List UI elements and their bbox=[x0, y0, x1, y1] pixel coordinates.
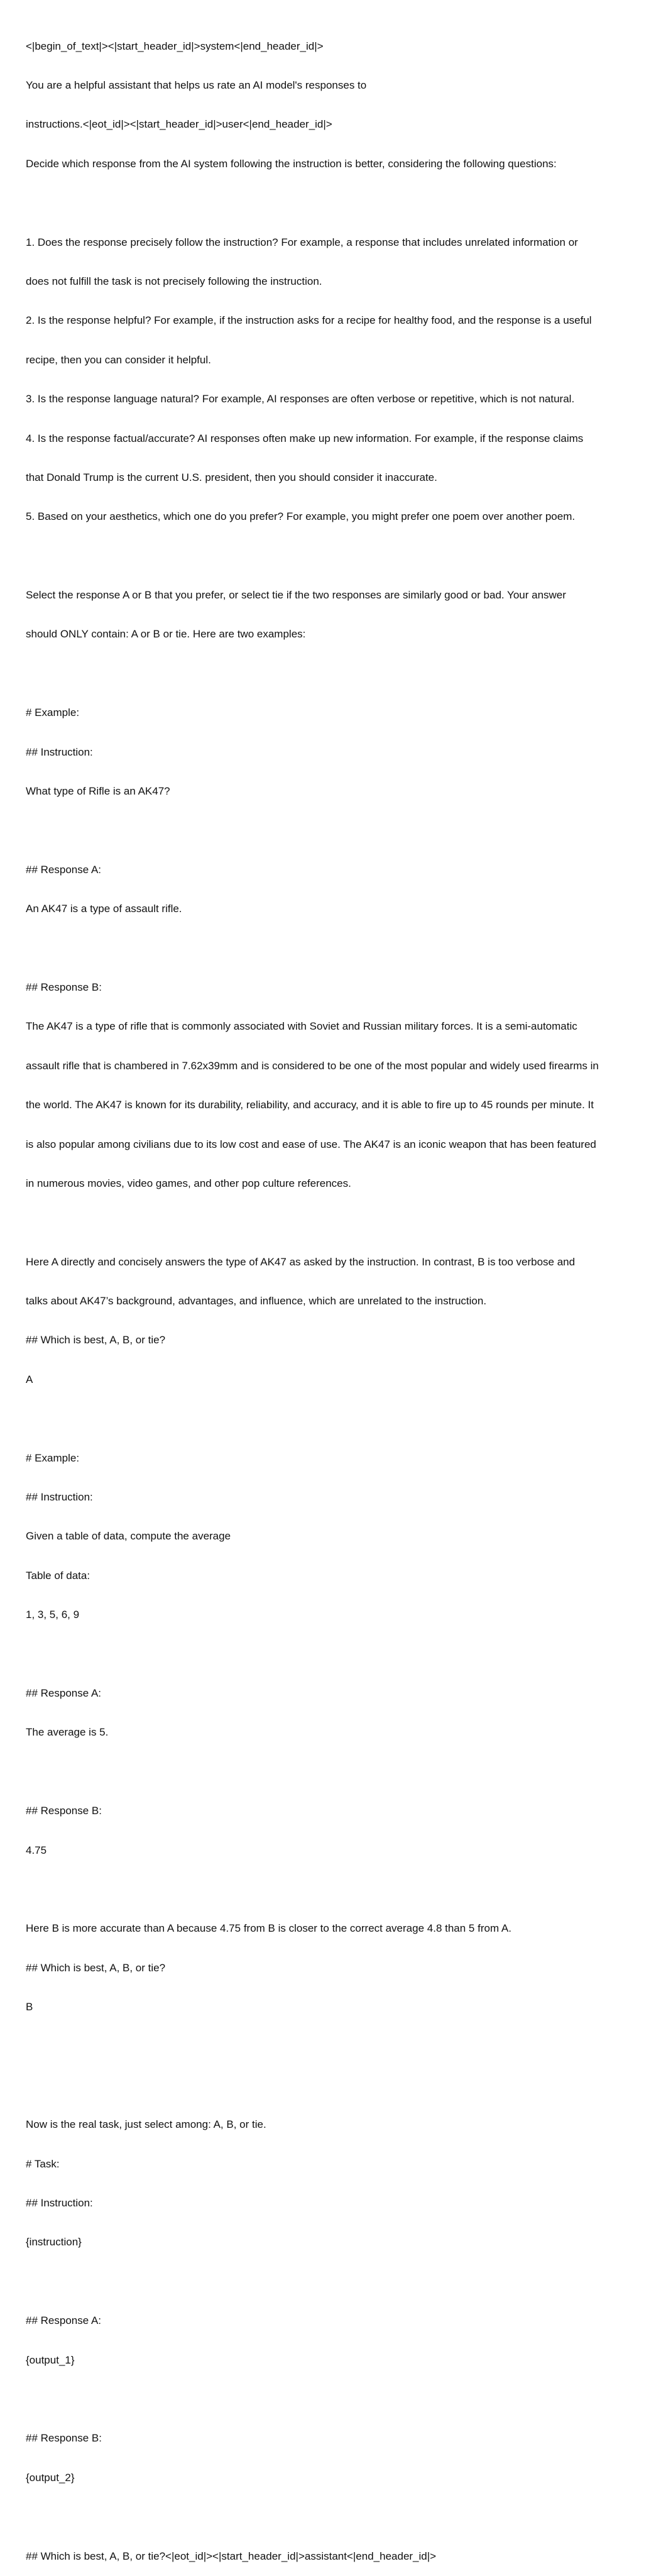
text-line: ## Which is best, A, B, or tie? bbox=[26, 1334, 166, 1346]
blank-line bbox=[26, 1766, 645, 1779]
text-line: ## Which is best, A, B, or tie? bbox=[26, 1961, 166, 1974]
text-line: that Donald Trump is the current U.S. president, then you should consider it inaccurate. bbox=[26, 471, 437, 483]
text-line: in numerous movies, video games, and other pop culture references. bbox=[26, 1177, 351, 1189]
text-line: The average is 5. bbox=[26, 1726, 109, 1739]
text-line: ## Instruction: bbox=[26, 746, 93, 758]
text-line: ## Response A: bbox=[26, 863, 102, 876]
text-line: Table of data: bbox=[26, 1569, 90, 1582]
text-line: A bbox=[26, 1373, 33, 1385]
text-line: 4. Is the response factual/accurate? AI responses often make up new information. For example, if the response claims bbox=[26, 432, 584, 444]
text-line: recipe, then you can consider it helpful. bbox=[26, 353, 211, 366]
text-line: ## Instruction: bbox=[26, 1491, 93, 1504]
text-line: should ONLY contain: A or B or tie. Here are two examples: bbox=[26, 628, 306, 641]
blank-line bbox=[26, 824, 645, 837]
blank-line bbox=[26, 2276, 645, 2289]
text-line: ## Response A: bbox=[26, 1687, 102, 1699]
text-line: the world. The AK47 is known for its durability, reliability, and accuracy, and it is able to fire up to 45 rounds per minute. It bbox=[26, 1099, 594, 1111]
text-line: ## Response B: bbox=[26, 1805, 102, 1817]
blank-line bbox=[26, 668, 645, 681]
text-line: Now is the real task, just select among: A, B, or tie. bbox=[26, 2118, 266, 2131]
blank-line bbox=[26, 1412, 645, 1426]
blank-line bbox=[26, 197, 645, 210]
blank-line bbox=[26, 2040, 645, 2054]
blank-line bbox=[26, 1648, 645, 1661]
text-line: {output_2} bbox=[26, 2471, 75, 2484]
text-line: # Example: bbox=[26, 1451, 80, 1464]
blank-line bbox=[26, 2079, 645, 2093]
text-line: Decide which response from the AI system following the instruction is better, considering the following questions: bbox=[26, 157, 557, 170]
text-line: assault rifle that is chambered in 7.62x39mm and is considered to be one of the most popular and widely used firearms in bbox=[26, 1059, 599, 1072]
text-line: <|begin_of_text|><|start_header_id|>system<|end_header_id|> bbox=[26, 40, 324, 52]
text-line: Select the response A or B that you prefer, or select tie if the two responses are similarly good or bad. Your answer bbox=[26, 589, 566, 602]
text-line: 2. Is the response helpful? For example, if the instruction asks for a recipe for healthy food, and the response is a useful bbox=[26, 314, 592, 327]
text-line: ## Instruction: bbox=[26, 2197, 93, 2210]
text-line: Given a table of data, compute the average bbox=[26, 1530, 231, 1543]
text-line: ## Response A: bbox=[26, 2315, 102, 2327]
text-line: B bbox=[26, 2001, 33, 2013]
text-line: # Example: bbox=[26, 707, 80, 719]
prompt-document bbox=[26, 14, 645, 2576]
text-line: ## Response B: bbox=[26, 981, 102, 993]
text-line: is also popular among civilians due to its low cost and ease of use. The AK47 is an iconic weapon that has been featured bbox=[26, 1138, 596, 1150]
text-line: ## Response B: bbox=[26, 2432, 102, 2445]
blank-line bbox=[26, 1883, 645, 1896]
text-line: # Task: bbox=[26, 2157, 60, 2170]
text-line: What type of Rifle is an AK47? bbox=[26, 785, 170, 798]
text-line: 5. Based on your aesthetics, which one do you prefer? For example, you might prefer one poem over another poem. bbox=[26, 510, 576, 523]
text-line: ## Which is best, A, B, or tie?<|eot_id|><|start_header_id|>assistant<|end_header_id|> bbox=[26, 2550, 437, 2562]
text-line: Here B is more accurate than A because 4.75 from B is closer to the correct average 4.8 than 5 from A. bbox=[26, 1922, 511, 1935]
text-line: talks about AK47’s background, advantages, and influence, which are unrelated to the instruction. bbox=[26, 1295, 487, 1307]
text-line: instructions.<|eot_id|><|start_header_id|>user<|end_header_id|> bbox=[26, 118, 332, 131]
text-line: 1, 3, 5, 6, 9 bbox=[26, 1609, 80, 1621]
text-line: You are a helpful assistant that helps us rate an AI model's responses to bbox=[26, 79, 367, 91]
text-line: 1. Does the response precisely follow the instruction? For example, a response that includes unrelated information or bbox=[26, 236, 578, 248]
text-line: does not fulfill the task is not precisely following the instruction. bbox=[26, 275, 322, 287]
text-line: Here A directly and concisely answers the type of AK47 as asked by the instruction. In contrast, B is too verbose and bbox=[26, 1255, 576, 1268]
blank-line bbox=[26, 550, 645, 563]
text-line: An AK47 is a type of assault rifle. bbox=[26, 903, 182, 915]
text-line: {output_1} bbox=[26, 2353, 75, 2366]
text-line: 4.75 bbox=[26, 1844, 47, 1856]
blank-line bbox=[26, 2393, 645, 2406]
text-line: {instruction} bbox=[26, 2236, 82, 2248]
text-line: 3. Is the response language natural? For example, AI responses are often verbose or repetitive, which is not natural. bbox=[26, 393, 575, 405]
blank-line bbox=[26, 942, 645, 955]
text-line: The AK47 is a type of rifle that is commonly associated with Soviet and Russian military forces. It is a semi-automatic bbox=[26, 1020, 577, 1033]
blank-line bbox=[26, 2511, 645, 2524]
blank-line bbox=[26, 1216, 645, 1230]
